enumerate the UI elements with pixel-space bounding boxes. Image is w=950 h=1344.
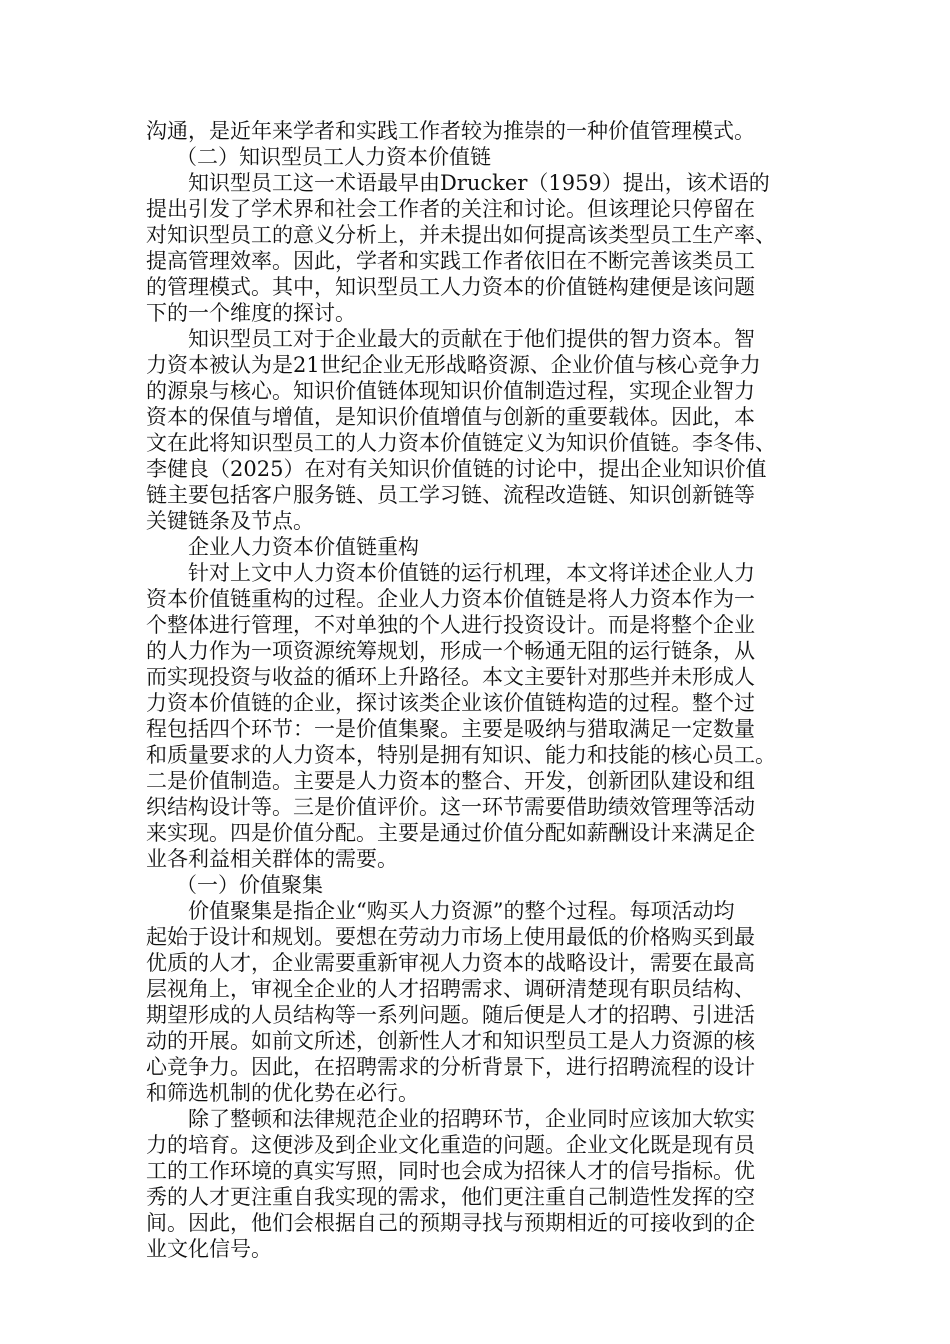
paragraph-line: 和质量要求的人力资本，特别是拥有知识、能力和技能的核心员工。 [146, 743, 776, 767]
paragraph-line: 心竞争力。因此，在招聘需求的分析背景下，进行招聘流程的设计 [146, 1055, 755, 1079]
paragraph-line: 业文化信号。 [146, 1237, 272, 1261]
paragraph-line: 关键链条及节点。 [146, 509, 314, 533]
paragraph-line: 的源泉与核心。知识价值链体现知识价值制造过程，实现企业智力 [146, 379, 755, 403]
paragraph-line: 知识型员工对于企业最大的贡献在于他们提供的智力资本。智 [188, 327, 755, 351]
paragraph-line: 李健良（2025）在对有关知识价值链的讨论中，提出企业知识价值 [146, 457, 767, 481]
paragraph-line: 链主要包括客户服务链、员工学习链、流程改造链、知识创新链等 [146, 483, 755, 507]
paragraph-line: 业各利益相关群体的需要。 [146, 847, 398, 871]
paragraph-line: 企业人力资本价值链重构 [188, 535, 419, 559]
paragraph-line: 力资本被认为是21世纪企业无形战略资源、企业价值与核心竞争力 [146, 353, 761, 377]
paragraph-line: 织结构设计等。三是价值评价。这一环节需要借助绩效管理等活动 [146, 795, 755, 819]
paragraph-line: 沟通，是近年来学者和实践工作者较为推崇的一种价值管理模式。 [146, 119, 755, 143]
section-heading-line: （二）知识型员工人力资本价值链 [176, 145, 491, 169]
paragraph-line: 间。因此，他们会根据自己的预期寻找与预期相近的可接收到的企 [146, 1211, 755, 1235]
section-heading-line: （一）价值聚集 [176, 873, 323, 897]
paragraph-line: 动的开展。如前文所述，创新性人才和知识型员工是人力资源的核 [146, 1029, 755, 1053]
paragraph-line: 价值聚集是指企业“购买人力资源”的整个过程。每项活动均 [188, 899, 735, 923]
paragraph-line: 二是价值制造。主要是人力资本的整合、开发，创新团队建设和组 [146, 769, 755, 793]
paragraph-line: 期望形成的人员结构等一系列问题。随后便是人才的招聘、引进活 [146, 1003, 755, 1027]
paragraph-line: 提高管理效率。因此，学者和实践工作者依旧在不断完善该类员工 [146, 249, 755, 273]
paragraph-line: 资本价值链重构的过程。企业人力资本价值链是将人力资本作为一 [146, 587, 755, 611]
paragraph-line: 和筛选机制的优化势在必行。 [146, 1081, 419, 1105]
paragraph-line: 优质的人才，企业需要重新审视人力资本的战略设计，需要在最高 [146, 951, 755, 975]
paragraph-line: 的管理模式。其中，知识型员工人力资本的价值链构建便是该问题 [146, 275, 755, 299]
paragraph-line: 而实现投资与收益的循环上升路径。本文主要针对那些并未形成人 [146, 665, 755, 689]
paragraph-line: 提出引发了学术界和社会工作者的关注和讨论。但该理论只停留在 [146, 197, 755, 221]
paragraph-line: 层视角上，审视全企业的人才招聘需求、调研清楚现有职员结构、 [146, 977, 755, 1001]
paragraph-line: 下的一个维度的探讨。 [146, 301, 356, 325]
paragraph-line: 资本的保值与增值，是知识价值增值与创新的重要载体。因此，本 [146, 405, 755, 429]
paragraph-line: 的人力作为一项资源统筹规划，形成一个畅通无阻的运行链条，从 [146, 639, 755, 663]
paragraph-line: 来实现。四是价值分配。主要是通过价值分配如薪酬设计来满足企 [146, 821, 755, 845]
paragraph-line: 起始于设计和规划。要想在劳动力市场上使用最低的价格购买到最 [146, 925, 755, 949]
paragraph-line: 对知识型员工的意义分析上，并未提出如何提高该类型员工生产率、 [146, 223, 776, 247]
paragraph-line: 秀的人才更注重自我实现的需求，他们更注重自己制造性发挥的空 [146, 1185, 755, 1209]
paragraph-line: 文在此将知识型员工的人力资本价值链定义为知识价值链。李冬伟、 [146, 431, 776, 455]
paragraph-line: 程包括四个环节：一是价值集聚。主要是吸纳与猎取满足一定数量 [146, 717, 755, 741]
paragraph-line: 工的工作环境的真实写照，同时也会成为招徕人才的信号指标。优 [146, 1159, 755, 1183]
paragraph-line: 针对上文中人力资本价值链的运行机理，本文将详述企业人力 [188, 561, 755, 585]
paragraph-line: 除了整顿和法律规范企业的招聘环节，企业同时应该加大软实 [188, 1107, 755, 1131]
paragraph-line: 力资本价值链的企业，探讨该类企业该价值链构造的过程。整个过 [146, 691, 755, 715]
document-text-block [146, 118, 806, 1262]
paragraph-line: 知识型员工这一术语最早由Drucker（1959）提出，该术语的 [188, 171, 770, 195]
paragraph-line: 个整体进行管理，不对单独的个人进行投资设计。而是将整个企业 [146, 613, 755, 637]
paragraph-line: 力的培育。这便涉及到企业文化重造的问题。企业文化既是现有员 [146, 1133, 755, 1157]
